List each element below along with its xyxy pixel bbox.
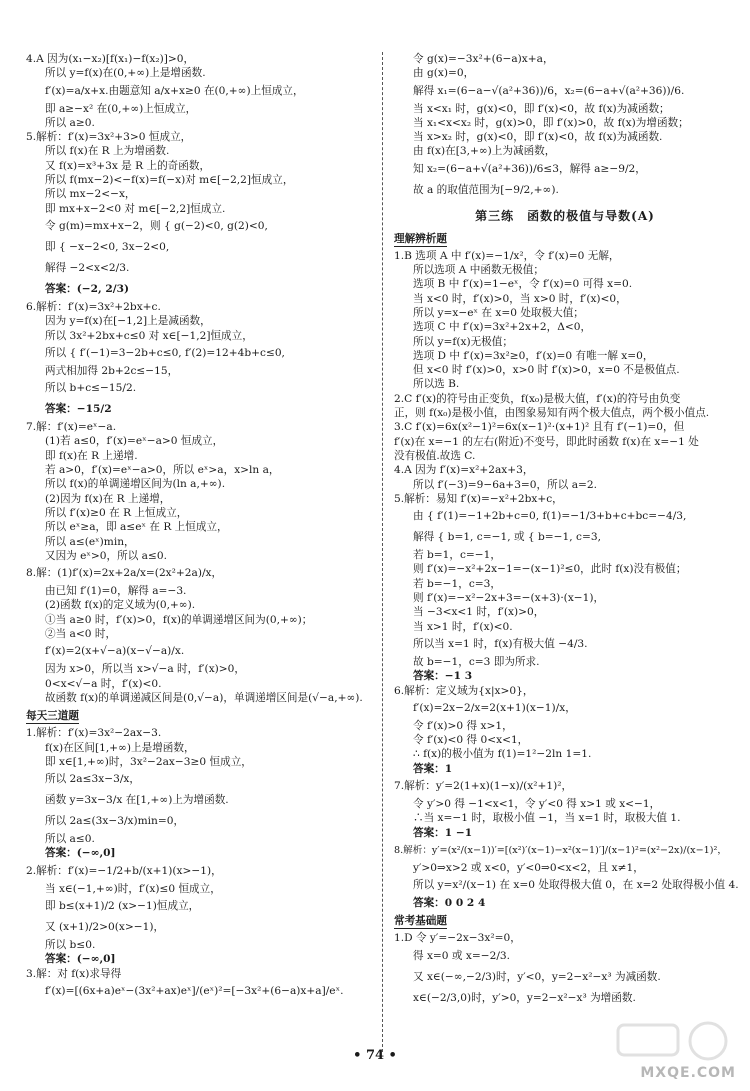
text-line: 所以选项 A 中函数无极值；	[413, 264, 544, 277]
text-line: 所以 3x²+2bx+c≤0 对 x∈[−1,2]恒成立，	[45, 329, 253, 342]
text-line: 所以 b≤0.	[45, 938, 96, 951]
text-line: 0<x<√−a 时，f′(x)<0.	[45, 677, 162, 690]
text-line: 7.解析：y′=2(1+x)(1−x)/(x²+1)²，	[394, 779, 573, 792]
text-line: 即 mx+x−2<0 对 m∈[−2,2]恒成立.	[45, 202, 226, 215]
text-line: 当 x>x₂ 时，g(x)<0，即 f′(x)<0，故 f(x)为减函数.	[413, 131, 663, 144]
text-line: 但 x<0 时 f′(x)>0，x>0 时 f′(x)>0，x=0 不是极值点.	[413, 364, 680, 377]
text-line: (2)函数 f(x)的定义域为(0,+∞).	[45, 599, 196, 612]
text-line: 选项 C 中 f′(x)=3x²+2x+2，Δ<0，	[413, 321, 592, 334]
text-line: 故函数 f(x)的单调递减区间是(0,√−a)，单调递增区间是(√−a,+∞).	[45, 691, 363, 704]
text-line: 又 x∈(−∞,−2/3)时，y′<0，y=2−x²−x³ 为减函数.	[413, 970, 661, 983]
page-number: • 74 •	[353, 1048, 397, 1063]
text-line: 由已知 f′(1)=0，解得 a=−3.	[45, 585, 187, 598]
text-line: 所以 2a≤3x−3/x，	[45, 773, 140, 786]
section-heading: 常考基础题	[394, 915, 447, 928]
text-line: 两式相加得 2b+2c≤−15，	[45, 364, 179, 377]
text-line: 当 x<0 时，f′(x)>0，当 x>0 时，f′(x)<0，	[413, 292, 627, 305]
text-line: 因为 y=f(x)在[−1,2]上是减函数，	[45, 315, 211, 328]
watermark-text: MXQE.COM	[640, 1065, 736, 1081]
text-line: 5.解析：易知 f′(x)=−x²+2bx+c，	[394, 492, 563, 505]
text-line: 即 { −x−2<0, 3x−2<0,	[45, 240, 170, 253]
text-line: 当 x>1 时，f′(x)<0.	[413, 620, 513, 633]
text-line: f(x)在区间[1,+∞)上是增函数，	[45, 741, 195, 754]
text-line: 则 f′(x)=−x²−2x+3=−(x+3)·(x−1)，	[413, 592, 605, 605]
text-line: 由 { f′(1)=−1+2b+c=0, f(1)=−1/3+b+c+bc=−4/3,	[413, 510, 687, 523]
text-line: 则 f′(x)=−x²+2x−1=−(x−1)²≤0，此时 f(x)没有极值；	[413, 563, 687, 576]
text-line: 解得 x₁=(6−a−√(a²+36))/6，x₂=(6−a+√(a²+36))/6.	[413, 84, 685, 97]
text-line: 又 f(x)=x³+3x 是 R 上的奇函数，	[45, 159, 211, 172]
text-line: 1.解析：f′(x)=3x²−2ax−3.	[26, 727, 162, 740]
text-line: ∴ f(x)的极小值为 f(1)=1²−2ln 1=1.	[413, 748, 592, 761]
text-line: 又因为 eˣ>0，所以 a≤0.	[45, 549, 167, 562]
text-line: 故 b=−1，c=3 即为所求.	[413, 655, 540, 668]
text-line: 故 a 的取值范围为[−9/2,+∞).	[413, 183, 559, 196]
text-line: 所以 f′(−3)=9−6a+3=0，所以 a=2.	[413, 478, 597, 491]
text-line: 2.C f′(x)的符号由正变负，f(x₀)是极大值，f′(x)的符号由负变	[394, 392, 681, 405]
text-line: ∴当 x=−1 时，取极小值 −1，当 x=1 时，取极大值 1.	[413, 812, 681, 825]
text-line: 所以 b+c≤−15/2.	[45, 382, 137, 395]
text-line: 所以 eˣ≥a，即 a≤eˣ 在 R 上恒成立，	[45, 521, 228, 534]
text-line: 即 a≥−x² 在(0,+∞)上恒成立，	[45, 102, 197, 115]
text-line: 因为 x>0，所以当 x>√−a 时，f′(x)>0，	[45, 663, 246, 676]
text-line: 得 x=0 或 x=−2/3.	[413, 949, 511, 962]
text-line: 又 (x+1)/2>0(x>−1)，	[45, 920, 165, 933]
text-line: 当 −3<x<1 时，f′(x)>0，	[413, 606, 545, 619]
text-line: 所以 f(x)在 R 上为增函数.	[45, 145, 170, 158]
text-line: 8.解析：y′=(x²/(x−1))′=[(x²)′(x−1)−x²(x−1)′]/(x−1)²=(x²−2x)/(x−1)²，	[394, 844, 727, 856]
text-line: 5.解析：f′(x)=3x²+3>0 恒成立，	[26, 131, 192, 144]
text-line: 即 b≤(x+1)/2 (x>−1)恒成立，	[45, 899, 200, 912]
text-line: 没有极值.故选 C.	[394, 449, 476, 462]
answer-line: 答案：1	[413, 762, 453, 775]
text-line: 令 g(x)=−3x²+(6−a)x+a，	[413, 53, 554, 65]
text-line: 8.解：(1)f′(x)=2x+2a/x=(2x²+2a)/x，	[26, 567, 223, 580]
text-line: 所以 a≤(eˣ)min，	[45, 535, 135, 548]
text-line: 解得 −2<x<2/3.	[45, 261, 130, 274]
text-line: 选项 D 中 f′(x)=3x²≥0，f′(x)=0 有唯一解 x=0，	[413, 349, 654, 362]
answer-line: 答案：−1 3	[413, 670, 473, 683]
text-line: 2.解析：f′(x)=−1/2+b/(x+1)(x>−1)，	[26, 864, 222, 877]
text-line: 6.解析：f′(x)=3x²+2bx+c.	[26, 300, 161, 313]
text-line: 所以选 B.	[413, 378, 460, 391]
text-line: 所以 y=x²/(x−1) 在 x=0 处取得极大值 0，在 x=2 处取得极小值 4.	[413, 879, 739, 892]
text-line: 4.A 因为(x₁−x₂)[f(x₁)−f(x₂)]>0，	[26, 53, 195, 65]
column-divider	[382, 52, 383, 1052]
text-line: x∈(−2/3,0)时，y′>0，y=2−x²−x³ 为增函数.	[413, 991, 636, 1004]
text-line: 7.解：f′(x)=eˣ−a.	[26, 421, 117, 434]
right-column	[394, 52, 739, 1009]
text-line: f′(x)=[(6x+a)eˣ−(3x²+ax)eˣ]/(eˣ)²=[−3x²+(6−a)x+a]/eˣ.	[45, 984, 344, 997]
text-line: 当 x∈(−1,+∞)时，f′(x)≤0 恒成立，	[45, 882, 221, 895]
text-line: 由 f(x)在[3,+∞)上为减函数，	[413, 145, 556, 158]
text-line: f′(x)在 x=−1 的左右(附近)不变号，即此时函数 f(x)在 x=−1 处	[394, 435, 699, 448]
text-line: 所以 y=f(x)无极值；	[413, 335, 513, 348]
text-line: 令 g(m)=mx+x−2，则 { g(−2)<0, g(2)<0,	[45, 219, 268, 232]
text-line: 所以 y=f(x)在(0,+∞)上是增函数.	[45, 67, 206, 80]
text-line: f′(x)=2(x+√−a)(x−√−a)/x.	[45, 645, 185, 658]
text-line: 4.A 因为 f′(x)=x²+2ax+3，	[394, 464, 534, 477]
text-line: ①当 a≥0 时，f′(x)>0，f(x)的单调递增区间为(0,+∞)；	[45, 613, 313, 626]
section-title: 第三练 函数的极值与导数(A)	[475, 208, 655, 223]
text-line: f′(x)=a/x+x.由题意知 a/x+x≥0 在(0,+∞)上恒成立，	[45, 84, 304, 97]
text-line: 令 y′>0 得 −1<x<1，令 y′<0 得 x>1 或 x<−1，	[413, 797, 661, 810]
text-line: ②当 a<0 时，	[45, 628, 117, 641]
section-heading: 每天三道题	[26, 710, 79, 723]
text-line: 所以 y=x−eˣ 在 x=0 处取极大值；	[413, 306, 584, 319]
text-line: 令 f′(x)<0 得 0<x<1，	[413, 734, 529, 747]
text-line: 1.B 选项 A 中 f′(x)=−1/x²，令 f′(x)=0 无解，	[394, 249, 620, 262]
text-line: (1)若 a≤0，f′(x)=eˣ−a>0 恒成立，	[45, 435, 224, 448]
answer-line: 答案：1 −1	[413, 826, 473, 839]
text-line: 即 f(x)在 R 上递增.	[45, 449, 138, 462]
answer-line: 答案：(−∞,0]	[45, 953, 116, 966]
text-line: 正，则 f(x₀)是极小值，由图象易知有两个极大值点，两个极小值点.	[394, 407, 710, 420]
text-line: 所以 f′(x)≥0 在 R 上恒成立，	[45, 506, 188, 519]
answer-line: 答案：−15/2	[45, 403, 112, 416]
text-line: f′(x)=2x−2/x=2(x+1)(x−1)/x，	[413, 701, 576, 714]
text-line: 所以 mx−2<−x，	[45, 188, 136, 201]
text-line: 若 b=1，c=−1，	[413, 549, 501, 562]
text-line: 知 x₂=(6−a+√(a²+36))/6≤3，解得 a≥−9/2，	[413, 162, 646, 175]
text-line: 所以 { f′(−1)=3−2b+c≤0, f′(2)=12+4b+c≤0,	[45, 346, 285, 359]
section-heading: 理解辨析题	[394, 232, 447, 245]
text-line: (2)因为 f(x)在 R 上递增，	[45, 492, 171, 505]
text-line: 3.C f′(x)=6x(x²−1)²=6x(x−1)²·(x+1)² 且有 f′(−1)=0，但	[394, 421, 685, 434]
text-line: y′>0⇒x>2 或 x<0，y′<0⇒0<x<2，且 x≠1，	[413, 861, 644, 874]
left-column	[26, 52, 378, 1002]
text-line: 1.D 令 y′=−2x−3x²=0，	[394, 932, 521, 945]
text-line: 若 a>0，f′(x)=eˣ−a>0，所以 eˣ>a，x>ln a，	[45, 464, 280, 477]
text-line: 6.解析：定义域为{x|x>0}，	[394, 684, 534, 697]
text-line: 所以 a≥0.	[45, 116, 95, 129]
text-line: 解得 { b=1, c=−1, 或 { b=−1, c=3,	[413, 531, 601, 544]
text-line: 即 x∈[1,+∞)时，3x²−2ax−3≥0 恒成立，	[45, 755, 252, 768]
text-line: 所以当 x=1 时，f(x)有极大值 −4/3.	[413, 637, 588, 650]
text-line: 函数 y=3x−3/x 在[1,+∞)上为增函数.	[45, 794, 229, 807]
answer-line: 答案：(−2, 2/3)	[45, 282, 130, 295]
text-line: 所以 f(x)的单调递增区间为(ln a,+∞).	[45, 478, 226, 491]
text-line: 若 b=−1，c=3，	[413, 577, 501, 590]
text-line: 当 x<x₁ 时，g(x)<0，即 f′(x)<0，故 f(x)为减函数；	[413, 102, 670, 115]
answer-line: 答案：(−∞,0]	[45, 847, 116, 860]
text-line: 3.解：对 f(x)求导得	[26, 967, 122, 980]
text-line: 由 g(x)=0，	[413, 67, 475, 80]
text-line: 所以 a≤0.	[45, 833, 95, 846]
text-line: 选项 B 中 f′(x)=1−eˣ，令 f′(x)=0 可得 x=0.	[413, 278, 633, 291]
text-line: 所以 2a≤(3x−3/x)min=0，	[45, 815, 185, 828]
text-line: 令 f′(x)>0 得 x>1，	[413, 719, 513, 732]
answer-line: 答案：0 0 2 4	[413, 897, 486, 910]
text-line: 所以 f(mx−2)<−f(x)=f(−x)对 m∈[−2,2]恒成立，	[45, 174, 294, 187]
text-line: 当 x₁<x<x₂ 时，g(x)>0，即 f′(x)>0，故 f(x)为增函数；	[413, 116, 689, 129]
